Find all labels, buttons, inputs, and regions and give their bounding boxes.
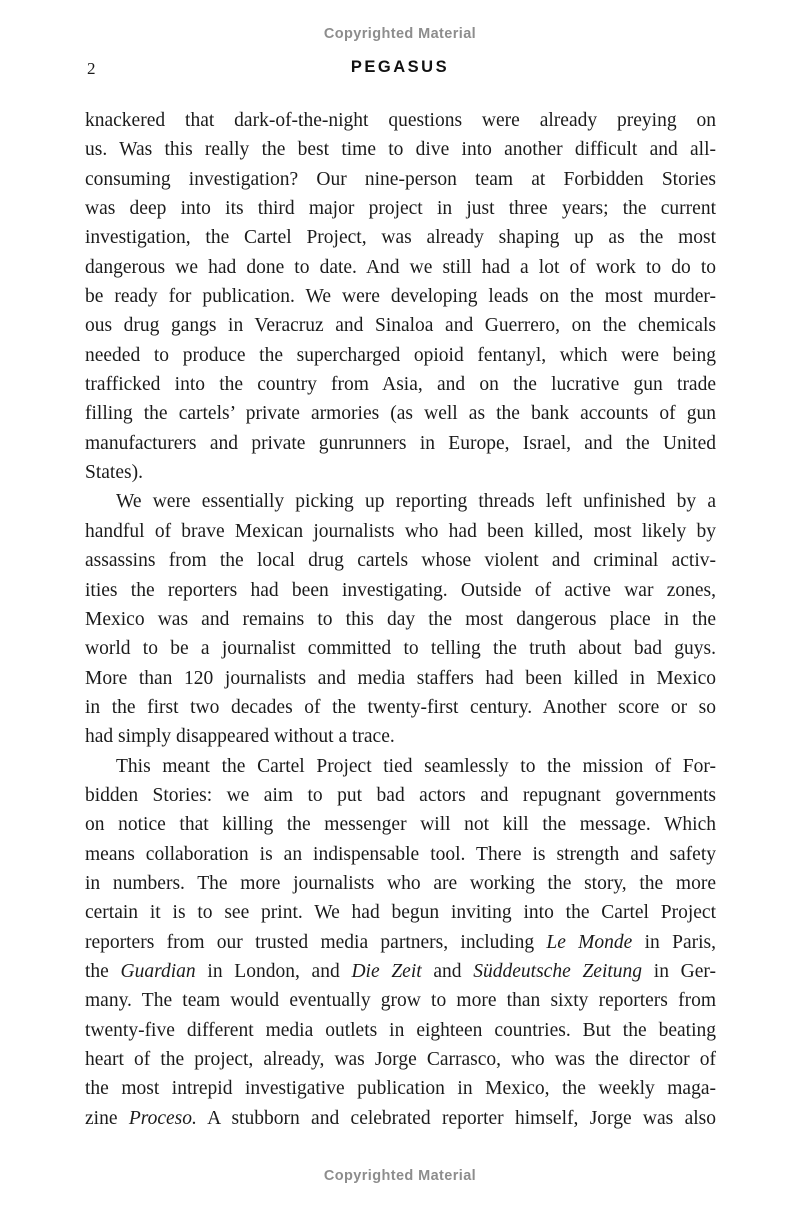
- text-segment: be ready for publication. We were developing leads on the most murder-: [85, 286, 716, 308]
- text-line: [85, 194, 716, 223]
- text-segment: zine: [85, 1107, 129, 1129]
- text-segment: in Ger-: [642, 960, 716, 982]
- text-line: [85, 106, 716, 135]
- text-segment: reporters from our trusted media partners, including: [85, 931, 547, 953]
- copyright-watermark-bottom: Copyrighted Material: [323, 1168, 477, 1184]
- text-segment: knackered that dark-of-the-night questions were already preying on: [85, 110, 716, 131]
- running-header: PEGASUS: [350, 58, 450, 76]
- text-line: [85, 135, 716, 164]
- text-segment: We were essentially picking up reporting threads left unfinished by a: [116, 491, 716, 513]
- text-line: [85, 869, 716, 898]
- text-segment: trafficked into the country from Asia, and on the lucrative gun trade: [85, 374, 716, 396]
- text-line: [85, 223, 716, 252]
- copyright-watermark-top: Copyrighted Material: [323, 26, 477, 42]
- text-segment: twenty-five different media outlets in eighteen countries. But the beating: [85, 1019, 716, 1041]
- text-segment: in Paris,: [632, 931, 716, 953]
- text-line: [85, 458, 716, 487]
- text-segment: States).: [85, 462, 143, 484]
- text-line: [85, 546, 716, 575]
- body-text: [85, 106, 716, 1133]
- text-segment: in the first two decades of the twenty-first century. Another score or so: [85, 696, 716, 718]
- italic-text: Süddeutsche Zeitung: [473, 960, 643, 982]
- text-segment: heart of the project, already, was Jorge Carrasco, who was the director of: [85, 1049, 716, 1070]
- text-segment: certain it is to see print. We had begun inviting into the Cartel Project: [85, 902, 716, 924]
- text-line: [85, 634, 716, 663]
- text-line: [85, 810, 716, 839]
- text-line: [85, 487, 716, 516]
- text-segment: ities the reporters had been investigating. Outside of active war zones,: [85, 579, 716, 601]
- italic-text: Guardian: [120, 960, 196, 982]
- text-line: [85, 1074, 716, 1103]
- text-line: [85, 693, 716, 722]
- text-line: [85, 341, 716, 370]
- text-line: [85, 781, 716, 810]
- page-header: [0, 58, 800, 82]
- text-segment: More than 120 journalists and media staffers had been killed in Mexico: [85, 667, 716, 689]
- text-line: [85, 605, 716, 634]
- text-segment: had simply disappeared without a trace.: [85, 726, 395, 748]
- text-line: [85, 752, 716, 781]
- text-segment: manufacturers and private gunrunners in Europe, Israel, and the United: [85, 432, 716, 454]
- text-segment: Mexico was and remains to this day the most dangerous place in the: [85, 608, 716, 630]
- text-line: [85, 429, 716, 458]
- text-segment: bidden Stories: we aim to put bad actors and repugnant governments: [85, 784, 716, 806]
- text-line: [85, 1016, 716, 1045]
- text-line: [85, 957, 716, 986]
- text-line: [85, 399, 716, 428]
- text-line: [85, 165, 716, 194]
- text-segment: ous drug gangs in Veracruz and Sinaloa and Guerrero, on the chemicals: [85, 315, 716, 337]
- text-line: [85, 517, 716, 546]
- text-line: [85, 664, 716, 693]
- text-segment: many. The team would eventually grow to more than sixty reporters from: [85, 990, 716, 1012]
- text-segment: filling the cartels’ private armories (as well as the bank accounts of gun: [85, 403, 716, 425]
- text-line: [85, 282, 716, 311]
- text-segment: means collaboration is an indispensable tool. There is strength and safety: [85, 843, 716, 865]
- text-line: [85, 576, 716, 605]
- italic-text: Le Monde: [546, 931, 633, 953]
- text-segment: the: [85, 960, 121, 982]
- italic-text: Proceso.: [128, 1107, 197, 1129]
- text-line: [85, 928, 716, 957]
- text-line: [85, 722, 716, 751]
- text-segment: in numbers. The more journalists who are working the story, the more: [85, 872, 716, 894]
- text-line: [85, 986, 716, 1015]
- text-segment: was deep into its third major project in just three years; the current: [85, 198, 716, 220]
- text-segment: assassins from the local drug cartels whose violent and criminal activ-: [85, 550, 716, 572]
- text-segment: world to be a journalist committed to telling the truth about bad guys.: [85, 638, 716, 660]
- text-segment: This meant the Cartel Project tied seamlessly to the mission of For-: [116, 755, 716, 777]
- italic-text: Die Zeit: [351, 960, 422, 982]
- text-segment: handful of brave Mexican journalists who had been killed, most likely by: [85, 520, 716, 542]
- text-segment: dangerous we had done to date. And we still had a lot of work to do to: [85, 256, 716, 278]
- page-number: 2: [87, 59, 96, 78]
- text-line: [85, 840, 716, 869]
- text-segment: A stubborn and celebrated reporter himself, Jorge was also: [196, 1107, 716, 1129]
- text-segment: investigation, the Cartel Project, was already shaping up as the most: [85, 227, 716, 249]
- text-segment: on notice that killing the messenger will not kill the message. Which: [85, 814, 716, 836]
- text-segment: and: [421, 960, 474, 982]
- text-segment: in London, and: [195, 960, 352, 982]
- text-line: [85, 898, 716, 927]
- text-line: [85, 1045, 716, 1074]
- text-line: [85, 370, 716, 399]
- text-segment: the most intrepid investigative publication in Mexico, the weekly maga-: [85, 1078, 716, 1100]
- text-line: [85, 1104, 716, 1133]
- text-line: [85, 253, 716, 282]
- text-line: [85, 311, 716, 340]
- text-segment: consuming investigation? Our nine-person team at Forbidden Stories: [85, 168, 716, 190]
- text-segment: us. Was this really the best time to dive into another difficult and all-: [85, 139, 716, 161]
- text-segment: needed to produce the supercharged opioid fentanyl, which were being: [85, 344, 716, 366]
